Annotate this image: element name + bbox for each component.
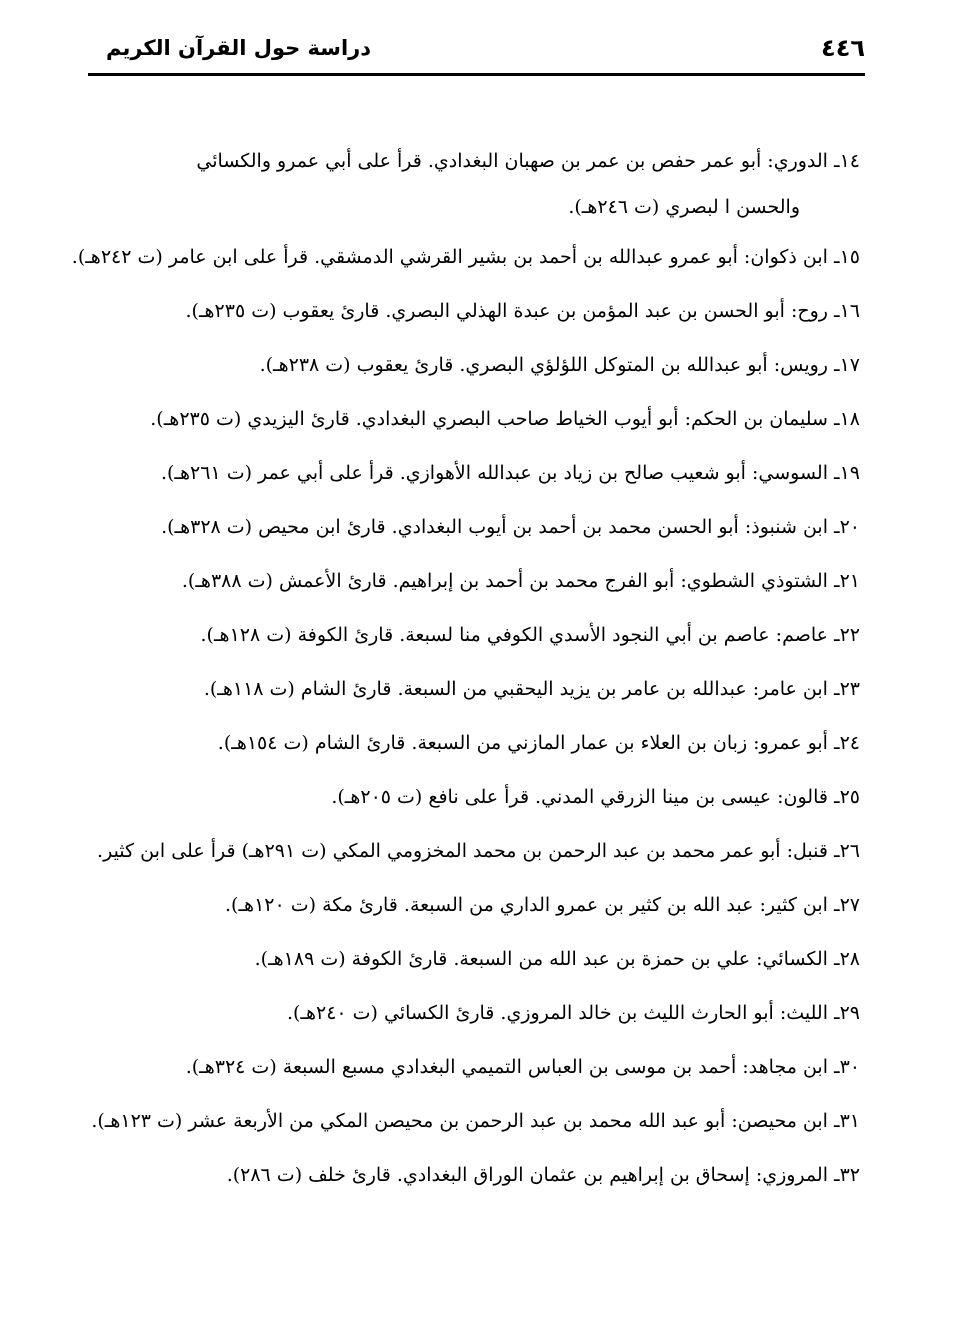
list-item: ٢٨ـ الكسائي: علي بن حمزة بن عبد الله من السبعة. قارئ الكوفة (ت ١٨٩هـ). [254, 948, 860, 970]
list-item: ١٥ـ ابن ذكوان: أبو عمرو عبدالله بن أحمد بن بشير القرشي الدمشقي. قرأ على ابن عامر (ت ٢٤٢هـ). [71, 246, 860, 268]
entry-continuation: والحسن ا لبصري (ت ٢٤٦هـ). [568, 196, 800, 218]
page-number: ٤٤٦ [821, 34, 865, 62]
list-item: ٢٠ـ ابن شنبوذ: أبو الحسن محمد بن أحمد بن أيوب البغدادي. قارئ ابن محيص (ت ٣٢٨هـ). [161, 516, 860, 538]
running-title: دراسة حول القرآن الكريم [106, 36, 372, 60]
list-item: ٢١ـ الشتوذي الشطوي: أبو الفرج محمد بن أحمد بن إبراهيم. قارئ الأعمش (ت ٣٨٨هـ). [181, 570, 860, 592]
list-item: ٣١ـ ابن محيصن: أبو عبد الله محمد بن عبد الرحمن بن محيصن المكي من الأربعة عشر (ت ١٢٣هـ). [91, 1110, 860, 1132]
list-item: ٢٤ـ أبو عمرو: زبان بن العلاء بن عمار المازني من السبعة. قارئ الشام (ت ١٥٤هـ). [217, 732, 860, 754]
list-item [70, 138, 860, 230]
list-item: ٣٢ـ المروزي: إسحاق بن إبراهيم بن عثمان الوراق البغدادي. قارئ خلف (ت ٢٨٦). [226, 1164, 860, 1186]
page-header [88, 30, 865, 74]
list-item: ٢٧ـ ابن كثير: عبد الله بن كثير بن عمرو الداري من السبعة. قارئ مكة (ت ١٢٠هـ). [225, 894, 860, 916]
list-item: ٢٦ـ قنبل: أبو عمر محمد بن عبد الرحمن بن محمد المخزومي المكي (ت ٢٩١هـ) قرأ على ابن كثير. [97, 840, 860, 862]
list-item: ١٦ـ روح: أبو الحسن بن عبد المؤمن بن عبدة الهذلي البصري. قارئ يعقوب (ت ٢٣٥هـ). [185, 300, 860, 322]
list-item: ٢٥ـ قالون: عيسى بن مينا الزرقي المدني. قرأ على نافع (ت ٢٠٥هـ). [331, 786, 860, 808]
list-item: ١٩ـ السوسي: أبو شعيب صالح بن زياد بن عبدالله الأهوازي. قرأ على أبي عمر (ت ٢٦١هـ). [160, 462, 860, 484]
list-item: ٢٣ـ ابن عامر: عبدالله بن عامر بن يزيد اليحقبي من السبعة. قارئ الشام (ت ١١٨هـ). [203, 678, 860, 700]
list-item: ١٧ـ رويس: أبو عبدالله بن المتوكل اللؤلؤي البصري. قارئ يعقوب (ت ٢٣٨هـ). [259, 354, 860, 376]
entries-list [70, 138, 860, 1202]
list-item: ١٨ـ سليمان بن الحكم: أبو أيوب الخياط صاحب البصري البغدادي. قارئ اليزيدي (ت ٢٣٥هـ). [150, 408, 860, 430]
list-item: ٢٢ـ عاصم: عاصم بن أبي النجود الأسدي الكوفي منا لسبعة. قارئ الكوفة (ت ١٢٨هـ). [200, 624, 860, 646]
list-item: ٣٠ـ ابن مجاهد: أحمد بن موسى بن العباس التميمي البغدادي مسبع السبعة (ت ٣٢٤هـ). [185, 1056, 860, 1078]
entry-line: ١٤ـ الدوري: أبو عمر حفص بن عمر بن صهبان البغدادي. قرأ على أبي عمرو والكسائي [196, 150, 860, 172]
header-rule [88, 73, 865, 76]
list-item: ٢٩ـ الليث: أبو الحارث الليث بن خالد المروزي. قارئ الكسائي (ت ٢٤٠هـ). [286, 1002, 860, 1024]
